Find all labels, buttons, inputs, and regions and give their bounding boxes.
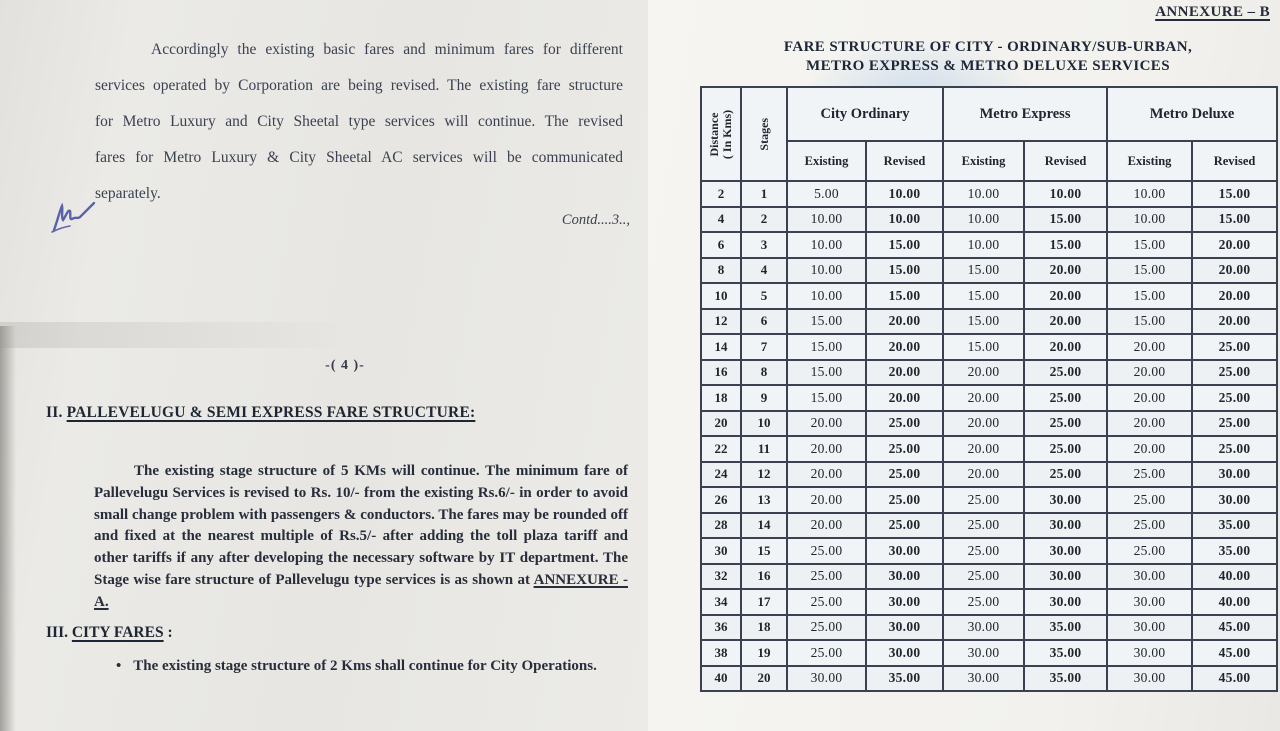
distance-cell: 32 <box>701 564 741 590</box>
metro-express-revised-cell: 20.00 <box>1024 283 1107 309</box>
metro-deluxe-existing-cell: 25.00 <box>1107 513 1192 539</box>
distance-cell: 28 <box>701 513 741 539</box>
table-row <box>701 615 1277 641</box>
metro-deluxe-existing-cell: 20.00 <box>1107 334 1192 360</box>
distance-cell: 24 <box>701 462 741 488</box>
table-row <box>701 283 1277 309</box>
fare-table-title-line1: FARE STRUCTURE OF CITY - ORDINARY/SUB-URBAN, <box>783 39 1193 55</box>
section-2-heading-text: PALLEVELUGU & SEMI EXPRESS FARE STRUCTURE: <box>66 404 476 421</box>
city-ordinary-revised-cell: 20.00 <box>866 309 943 335</box>
annexure-a-reference: ANNEXURE - A. <box>94 571 629 610</box>
metro-deluxe-revised-cell: 25.00 <box>1192 360 1277 386</box>
metro-express-existing-cell: 25.00 <box>943 487 1024 513</box>
city-ordinary-existing-cell: 20.00 <box>787 487 866 513</box>
metro-express-existing-cell: 30.00 <box>943 666 1024 692</box>
metro-express-existing-cell: 20.00 <box>943 411 1024 437</box>
metro-deluxe-revised-cell: 25.00 <box>1192 436 1277 462</box>
metro-deluxe-existing-cell: 30.00 <box>1107 666 1192 692</box>
metro-deluxe-existing-cell: 20.00 <box>1107 436 1192 462</box>
metro-express-revised-cell: 30.00 <box>1024 513 1107 539</box>
table-row <box>701 411 1277 437</box>
stage-cell: 2 <box>741 207 787 233</box>
stage-cell: 7 <box>741 334 787 360</box>
metro-deluxe-existing-header: Existing <box>1107 141 1192 181</box>
metro-express-revised-cell: 25.00 <box>1024 411 1107 437</box>
stage-cell: 19 <box>741 640 787 666</box>
metro-deluxe-group-header: Metro Deluxe <box>1107 87 1277 141</box>
metro-deluxe-existing-cell: 15.00 <box>1107 258 1192 284</box>
stage-cell: 12 <box>741 462 787 488</box>
metro-express-existing-cell: 25.00 <box>943 564 1024 590</box>
metro-deluxe-revised-cell: 45.00 <box>1192 666 1277 692</box>
metro-express-revised-cell: 25.00 <box>1024 385 1107 411</box>
distance-cell: 4 <box>701 207 741 233</box>
city-ordinary-existing-cell: 10.00 <box>787 207 866 233</box>
metro-deluxe-existing-cell: 30.00 <box>1107 640 1192 666</box>
metro-express-revised-cell: 20.00 <box>1024 334 1107 360</box>
city-ordinary-revised-cell: 25.00 <box>866 462 943 488</box>
distance-cell: 2 <box>701 181 741 207</box>
metro-deluxe-existing-cell: 30.00 <box>1107 564 1192 590</box>
fare-table-title <box>700 38 1276 76</box>
city-ordinary-existing-cell: 25.00 <box>787 564 866 590</box>
metro-express-revised-cell: 10.00 <box>1024 181 1107 207</box>
table-row <box>701 207 1277 233</box>
metro-deluxe-existing-cell: 15.00 <box>1107 283 1192 309</box>
metro-deluxe-revised-cell: 30.00 <box>1192 462 1277 488</box>
distance-cell: 22 <box>701 436 741 462</box>
table-row <box>701 436 1277 462</box>
section-2-numeral: II. <box>46 404 63 421</box>
right-page <box>648 0 1280 731</box>
table-row <box>701 564 1277 590</box>
distance-cell: 14 <box>701 334 741 360</box>
table-row <box>701 309 1277 335</box>
section-2-paragraph <box>94 461 628 614</box>
city-ordinary-revised-cell: 20.00 <box>866 385 943 411</box>
metro-express-existing-cell: 10.00 <box>943 207 1024 233</box>
distance-cell: 38 <box>701 640 741 666</box>
bullet-marker: • <box>116 658 122 674</box>
stage-cell: 20 <box>741 666 787 692</box>
table-row <box>701 640 1277 666</box>
metro-deluxe-revised-cell: 45.00 <box>1192 615 1277 641</box>
metro-express-existing-cell: 25.00 <box>943 513 1024 539</box>
metro-deluxe-existing-cell: 10.00 <box>1107 181 1192 207</box>
distance-cell: 10 <box>701 283 741 309</box>
stage-cell: 18 <box>741 615 787 641</box>
scan-smudge <box>0 322 648 348</box>
metro-deluxe-revised-cell: 45.00 <box>1192 640 1277 666</box>
contd-note: Contd....3.., <box>561 212 630 228</box>
metro-express-revised-cell: 25.00 <box>1024 360 1107 386</box>
city-ordinary-revised-cell: 30.00 <box>866 640 943 666</box>
metro-express-revised-cell: 35.00 <box>1024 666 1107 692</box>
distance-header-line2: ( In Kms) <box>720 109 734 159</box>
metro-express-revised-header: Revised <box>1024 141 1107 181</box>
city-ordinary-existing-cell: 20.00 <box>787 411 866 437</box>
metro-deluxe-existing-cell: 25.00 <box>1107 538 1192 564</box>
stage-cell: 13 <box>741 487 787 513</box>
city-ordinary-existing-cell: 20.00 <box>787 436 866 462</box>
metro-express-group-header: Metro Express <box>943 87 1107 141</box>
stage-cell: 3 <box>741 232 787 258</box>
city-ordinary-revised-cell: 25.00 <box>866 487 943 513</box>
city-ordinary-existing-header: Existing <box>787 141 866 181</box>
metro-express-revised-cell: 20.00 <box>1024 258 1107 284</box>
metro-express-revised-cell: 35.00 <box>1024 615 1107 641</box>
city-ordinary-revised-cell: 30.00 <box>866 564 943 590</box>
city-ordinary-revised-cell: 30.00 <box>866 615 943 641</box>
section-2-body: The existing stage structure of 5 KMs will continue. The minimum fare of Pallevelugu Services is revised to Rs. 10/- from the existing Rs.6/- in order to avoid small change problem with passengers & conductors. The fares may be rounded off and fixed at the nearest multiple of Rs.5/- after adding the toll plaza tariff and other tariffs if any after developing the necessary software by IT department. The Stage wise fare structure of Pallevelugu type services is as shown at <box>94 463 628 588</box>
metro-express-existing-cell: 20.00 <box>943 462 1024 488</box>
metro-deluxe-revised-cell: 15.00 <box>1192 181 1277 207</box>
intro-paragraph: Accordingly the existing basic fares and minimum fares for different services operated by Corporation are being revised. The existing fare structure for Metro Luxury and City Sheetal type services will continue. The revised fares for Metro Luxury & City Sheetal AC services will be communicated separately. <box>95 40 623 202</box>
metro-express-revised-cell: 20.00 <box>1024 309 1107 335</box>
distance-column-header <box>701 87 741 181</box>
city-ordinary-existing-cell: 15.00 <box>787 360 866 386</box>
metro-deluxe-revised-cell: 25.00 <box>1192 385 1277 411</box>
metro-deluxe-existing-cell: 30.00 <box>1107 615 1192 641</box>
distance-cell: 20 <box>701 411 741 437</box>
metro-deluxe-existing-cell: 20.00 <box>1107 411 1192 437</box>
metro-deluxe-revised-cell: 25.00 <box>1192 411 1277 437</box>
distance-cell: 30 <box>701 538 741 564</box>
stage-cell: 10 <box>741 411 787 437</box>
metro-express-revised-cell: 15.00 <box>1024 232 1107 258</box>
table-row <box>701 360 1277 386</box>
city-ordinary-revised-cell: 20.00 <box>866 334 943 360</box>
city-ordinary-existing-cell: 25.00 <box>787 538 866 564</box>
metro-express-existing-cell: 15.00 <box>943 334 1024 360</box>
metro-deluxe-revised-cell: 35.00 <box>1192 538 1277 564</box>
city-ordinary-existing-cell: 25.00 <box>787 589 866 615</box>
page-edge-shadow <box>0 326 16 731</box>
metro-deluxe-existing-cell: 20.00 <box>1107 385 1192 411</box>
table-row <box>701 181 1277 207</box>
metro-express-revised-cell: 25.00 <box>1024 436 1107 462</box>
metro-deluxe-revised-cell: 35.00 <box>1192 513 1277 539</box>
metro-express-existing-cell: 20.00 <box>943 436 1024 462</box>
city-ordinary-existing-cell: 30.00 <box>787 666 866 692</box>
city-ordinary-existing-cell: 15.00 <box>787 334 866 360</box>
metro-express-revised-cell: 30.00 <box>1024 487 1107 513</box>
metro-express-revised-cell: 30.00 <box>1024 589 1107 615</box>
city-ordinary-existing-cell: 20.00 <box>787 462 866 488</box>
table-row <box>701 232 1277 258</box>
metro-express-existing-cell: 15.00 <box>943 283 1024 309</box>
city-ordinary-existing-cell: 25.00 <box>787 640 866 666</box>
page-number: -( 4 )- <box>325 358 365 373</box>
stage-cell: 16 <box>741 564 787 590</box>
city-ordinary-revised-cell: 25.00 <box>866 513 943 539</box>
fare-table <box>700 86 1278 692</box>
distance-cell: 36 <box>701 615 741 641</box>
city-ordinary-existing-cell: 10.00 <box>787 232 866 258</box>
table-row <box>701 334 1277 360</box>
stages-header-text: Stages <box>756 117 771 151</box>
city-ordinary-revised-cell: 15.00 <box>866 232 943 258</box>
city-ordinary-revised-cell: 25.00 <box>866 436 943 462</box>
city-ordinary-revised-cell: 15.00 <box>866 283 943 309</box>
metro-deluxe-existing-cell: 20.00 <box>1107 360 1192 386</box>
metro-deluxe-existing-cell: 15.00 <box>1107 232 1192 258</box>
fare-table-title-line2: METRO EXPRESS & METRO DELUXE SERVICES <box>806 58 1170 74</box>
metro-deluxe-existing-cell: 25.00 <box>1107 487 1192 513</box>
table-row <box>701 538 1277 564</box>
section-3-heading <box>46 624 173 642</box>
metro-express-existing-cell: 10.00 <box>943 181 1024 207</box>
table-row <box>701 666 1277 692</box>
metro-deluxe-revised-cell: 20.00 <box>1192 283 1277 309</box>
metro-deluxe-existing-cell: 10.00 <box>1107 207 1192 233</box>
metro-express-existing-header: Existing <box>943 141 1024 181</box>
metro-deluxe-revised-cell: 20.00 <box>1192 232 1277 258</box>
metro-express-revised-cell: 30.00 <box>1024 564 1107 590</box>
distance-header-line1: Distance <box>707 112 722 156</box>
stage-cell: 4 <box>741 258 787 284</box>
city-ordinary-existing-cell: 5.00 <box>787 181 866 207</box>
metro-express-existing-cell: 15.00 <box>943 309 1024 335</box>
metro-express-existing-cell: 15.00 <box>943 258 1024 284</box>
stage-cell: 11 <box>741 436 787 462</box>
metro-deluxe-revised-cell: 20.00 <box>1192 309 1277 335</box>
distance-cell: 18 <box>701 385 741 411</box>
stage-cell: 14 <box>741 513 787 539</box>
section-2-heading <box>46 404 606 422</box>
metro-express-existing-cell: 10.00 <box>943 232 1024 258</box>
stage-cell: 9 <box>741 385 787 411</box>
distance-cell: 26 <box>701 487 741 513</box>
metro-express-existing-cell: 30.00 <box>943 615 1024 641</box>
stage-cell: 6 <box>741 309 787 335</box>
section-3-numeral: III. <box>46 624 68 641</box>
metro-deluxe-existing-cell: 30.00 <box>1107 589 1192 615</box>
distance-cell: 16 <box>701 360 741 386</box>
table-row <box>701 487 1277 513</box>
metro-express-existing-cell: 30.00 <box>943 640 1024 666</box>
city-ordinary-revised-cell: 10.00 <box>866 181 943 207</box>
table-row <box>701 462 1277 488</box>
metro-deluxe-revised-cell: 30.00 <box>1192 487 1277 513</box>
metro-express-revised-cell: 25.00 <box>1024 462 1107 488</box>
city-ordinary-revised-cell: 15.00 <box>866 258 943 284</box>
metro-deluxe-revised-cell: 20.00 <box>1192 258 1277 284</box>
city-ordinary-revised-cell: 20.00 <box>866 360 943 386</box>
table-row <box>701 385 1277 411</box>
table-row <box>701 513 1277 539</box>
metro-deluxe-revised-cell: 40.00 <box>1192 564 1277 590</box>
city-ordinary-existing-cell: 10.00 <box>787 283 866 309</box>
city-ordinary-revised-header: Revised <box>866 141 943 181</box>
metro-express-revised-cell: 35.00 <box>1024 640 1107 666</box>
city-fares-bullet <box>116 655 626 677</box>
bullet-text: The existing stage structure of 2 Kms shall continue for City Operations. <box>133 658 597 674</box>
metro-express-existing-cell: 20.00 <box>943 385 1024 411</box>
city-ordinary-group-header: City Ordinary <box>787 87 943 141</box>
metro-deluxe-revised-header: Revised <box>1192 141 1277 181</box>
distance-cell: 12 <box>701 309 741 335</box>
distance-cell: 34 <box>701 589 741 615</box>
section-3-heading-text: CITY FARES <box>71 624 164 641</box>
metro-express-revised-cell: 15.00 <box>1024 207 1107 233</box>
stage-cell: 8 <box>741 360 787 386</box>
stage-cell: 5 <box>741 283 787 309</box>
distance-cell: 6 <box>701 232 741 258</box>
distance-cell: 40 <box>701 666 741 692</box>
table-row <box>701 258 1277 284</box>
section-3-heading-suffix: : <box>163 624 173 641</box>
city-ordinary-existing-cell: 25.00 <box>787 615 866 641</box>
city-ordinary-existing-cell: 10.00 <box>787 258 866 284</box>
city-ordinary-revised-cell: 10.00 <box>866 207 943 233</box>
distance-cell: 8 <box>701 258 741 284</box>
stage-cell: 15 <box>741 538 787 564</box>
city-ordinary-revised-cell: 25.00 <box>866 411 943 437</box>
metro-express-existing-cell: 25.00 <box>943 589 1024 615</box>
city-ordinary-revised-cell: 35.00 <box>866 666 943 692</box>
metro-deluxe-revised-cell: 15.00 <box>1192 207 1277 233</box>
metro-express-existing-cell: 20.00 <box>943 360 1024 386</box>
metro-express-revised-cell: 30.00 <box>1024 538 1107 564</box>
annexure-b-label: ANNEXURE – B <box>1155 4 1270 20</box>
metro-deluxe-revised-cell: 25.00 <box>1192 334 1277 360</box>
city-ordinary-existing-cell: 15.00 <box>787 385 866 411</box>
metro-express-existing-cell: 25.00 <box>943 538 1024 564</box>
metro-deluxe-existing-cell: 15.00 <box>1107 309 1192 335</box>
city-ordinary-existing-cell: 20.00 <box>787 513 866 539</box>
table-row <box>701 589 1277 615</box>
stages-column-header <box>741 87 787 181</box>
metro-deluxe-revised-cell: 40.00 <box>1192 589 1277 615</box>
stage-cell: 1 <box>741 181 787 207</box>
city-ordinary-existing-cell: 15.00 <box>787 309 866 335</box>
city-ordinary-revised-cell: 30.00 <box>866 589 943 615</box>
signature-mark-icon <box>48 196 110 243</box>
fare-table-body <box>701 181 1277 691</box>
metro-deluxe-existing-cell: 25.00 <box>1107 462 1192 488</box>
city-ordinary-revised-cell: 30.00 <box>866 538 943 564</box>
stage-cell: 17 <box>741 589 787 615</box>
